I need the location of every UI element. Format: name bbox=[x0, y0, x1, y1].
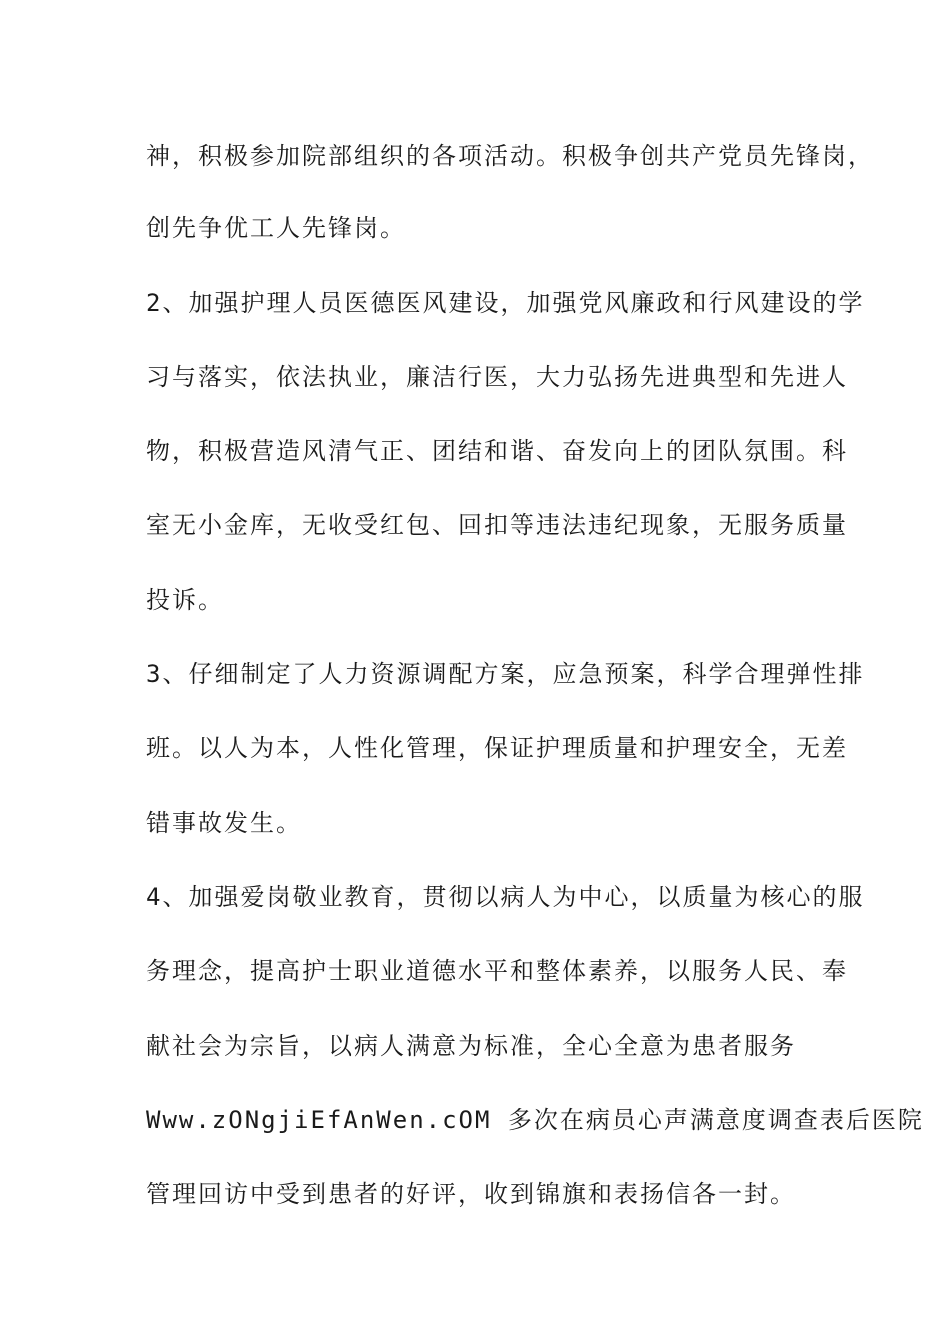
text-line: 3、仔细制定了人力资源调配方案，应急预案，科学合理弹性排 bbox=[146, 660, 865, 688]
text-line: 管理回访中受到患者的好评，收到锦旗和表扬信各一封。 bbox=[146, 1180, 796, 1208]
text-line: 务理念，提高护士职业道德水平和整体素养，以服务人民、奉 bbox=[146, 957, 848, 985]
text-line: 错事故发生。 bbox=[146, 809, 302, 837]
text-line: 班。以人为本，人性化管理，保证护理质量和护理安全，无差 bbox=[146, 734, 848, 762]
text-line: 4、加强爱岗敬业教育，贯彻以病人为中心，以质量为核心的服 bbox=[146, 883, 865, 911]
text-line: 室无小金库，无收受红包、回扣等违法违纪现象，无服务质量 bbox=[146, 511, 848, 539]
text-line: 献社会为宗旨，以病人满意为标准，全心全意为患者服务 bbox=[146, 1032, 796, 1060]
text-line: 物，积极营造风清气正、团结和谐、奋发向上的团队氛围。科 bbox=[146, 437, 848, 465]
text-line: Www.zONgjiEfAnWen.cOM 多次在病员心声满意度调查表后医院 bbox=[146, 1106, 924, 1134]
text-line: 创先争优工人先锋岗。 bbox=[146, 214, 406, 242]
text-line: 投诉。 bbox=[146, 586, 224, 614]
text-line: 2、加强护理人员医德医风建设，加强党风廉政和行风建设的学 bbox=[146, 289, 865, 317]
text-line: 习与落实，依法执业，廉洁行医，大力弘扬先进典型和先进人 bbox=[146, 363, 848, 391]
text-line: 神，积极参加院部组织的各项活动。积极争创共产党员先锋岗， bbox=[146, 142, 874, 170]
